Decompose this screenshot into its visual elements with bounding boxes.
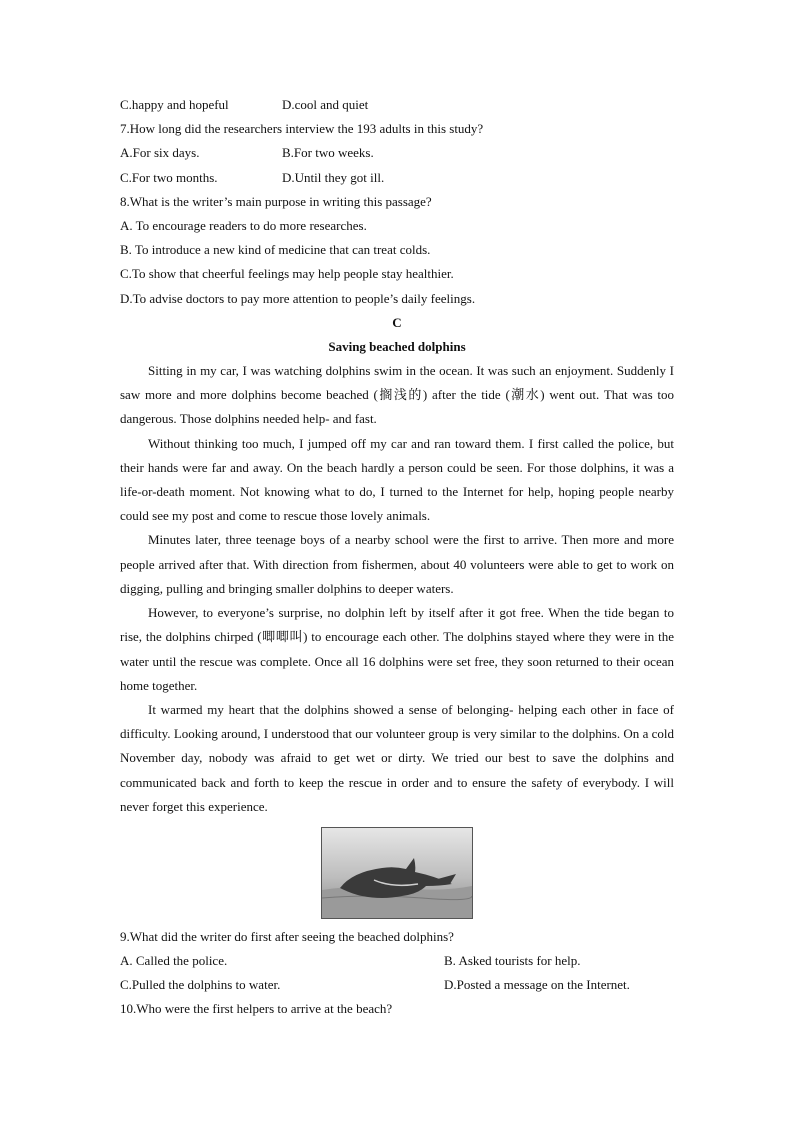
q9-option-d: D.Posted a message on the Internet. bbox=[444, 977, 630, 993]
q9-options-row-1 bbox=[120, 949, 674, 973]
q8-question: 8.What is the writer’s main purpose in writing this passage? bbox=[120, 193, 432, 209]
q9-option-c: C.Pulled the dolphins to water. bbox=[120, 977, 281, 993]
q7-options-row-1 bbox=[120, 141, 674, 165]
q9-option-b: B. Asked tourists for help. bbox=[444, 953, 581, 969]
q6-options-row bbox=[120, 93, 674, 117]
q8-option-a: A. To encourage readers to do more researches. bbox=[120, 217, 367, 233]
q8-option-c: C.To show that cheerful feelings may help people stay healthier. bbox=[120, 266, 454, 282]
dolphin-photo bbox=[321, 827, 473, 919]
q9-question: 9.What did the writer do first after seeing the beached dolphins? bbox=[120, 928, 454, 944]
q8-option-b: B. To introduce a new kind of medicine that can treat colds. bbox=[120, 242, 431, 258]
q7-option-c: C.For two months. bbox=[120, 169, 218, 185]
document-page bbox=[120, 93, 674, 1022]
q6-option-c: C.happy and hopeful bbox=[120, 97, 229, 112]
q9-option-a: A. Called the police. bbox=[120, 953, 228, 969]
q7-options-row-2 bbox=[120, 166, 674, 190]
q7-question: 7.How long did the researchers interview the 193 adults in this study? bbox=[120, 121, 484, 137]
passage-paragraph-1: Sitting in my car, I was watching dolphins swim in the ocean. It was such an enjoyment. Suddenly I saw more and more dolphins become beached (搁浅的) after the tide (潮水) went out. That was too dangerous. Those dolphins needed help- and fast. bbox=[120, 363, 674, 427]
q10-question: 10.Who were the first helpers to arrive at the beach? bbox=[120, 1001, 393, 1017]
section-letter: C bbox=[392, 314, 402, 330]
passage-paragraph-3: Minutes later, three teenage boys of a nearby school were the first to arrive. Then more and more people arrived after that. With direction from fishermen, about 40 volunteers were able to get to work on digging, pulling and bringing smaller dolphins to deeper waters. bbox=[120, 532, 674, 596]
q6-option-d: D.cool and quiet bbox=[282, 97, 369, 112]
q7-option-a: A.For six days. bbox=[120, 145, 200, 161]
q7-option-d: D.Until they got ill. bbox=[282, 169, 385, 185]
passage-paragraph-4: However, to everyone’s surprise, no dolphin left by itself after it got free. When the tide began to rise, the dolphins chirped (唧唧叫) to encourage each other. The dolphins stayed where they were in the water until the rescue was complete. Once all 16 dolphins were set free, they soon returned to their ocean home together. bbox=[120, 605, 674, 693]
passage-title: Saving beached dolphins bbox=[328, 338, 466, 354]
dolphin-illustration bbox=[322, 828, 472, 918]
passage-paragraph-2: Without thinking too much, I jumped off my car and ran toward them. I first called the police, but their hands were far and away. On the beach hardly a person could be seen. For those dolphins, it was a life-or-death moment. Not knowing what to do, I turned to the Internet for help, hoping people nearby could see my post and come to rescue those lovely animals. bbox=[120, 435, 674, 524]
passage-paragraph-5: It warmed my heart that the dolphins showed a sense of belonging- helping each other in face of difficulty. Looking around, I understood that our volunteer group is very similar to the dolphins. On a cold November day, nobody was afraid to get wet or dirty. We tried our best to save the dolphins and communicated back and forth to keep the rescue in order and to ensure the safety of everybody. I will never forget this experience. bbox=[120, 701, 674, 814]
q9-options-row-2 bbox=[120, 973, 674, 997]
q8-option-d: D.To advise doctors to pay more attention to people’s daily feelings. bbox=[120, 290, 476, 306]
q7-option-b: B.For two weeks. bbox=[282, 145, 374, 161]
